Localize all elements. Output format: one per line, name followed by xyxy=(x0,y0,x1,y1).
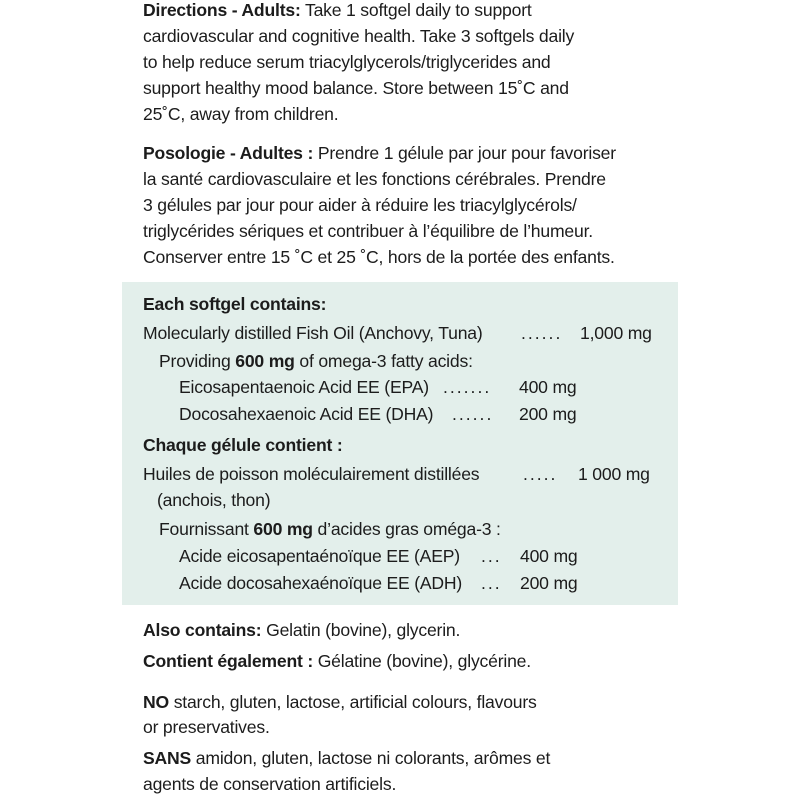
fish-oil-fr-name: Huiles de poisson moléculairement distillées xyxy=(143,464,480,484)
aep-name: Acide eicosapentaénoïque EE (AEP) xyxy=(179,546,460,566)
directions-en xyxy=(143,0,683,127)
aep-dots: ... xyxy=(481,546,502,566)
directions-fr-label: Posologie - Adultes : xyxy=(143,143,314,163)
providing-fr-pre: Fournissant xyxy=(159,519,254,539)
aep-amount: 400 mg xyxy=(520,546,578,566)
sans-statement-fr-line-1 xyxy=(143,745,550,771)
epa-amount: 400 mg xyxy=(519,377,577,397)
adh-name: Acide docosahexaénoïque EE (ADH) xyxy=(179,573,463,593)
directions-en-line-5: 25˚C, away from children. xyxy=(143,104,339,124)
no-statement-en-line-1 xyxy=(143,689,537,715)
directions-en-label: Directions - Adults: xyxy=(143,0,301,20)
also-contains-fr-text: Gélatine (bovine), glycérine. xyxy=(313,651,531,671)
fish-oil-fr-amount: 1 000 mg xyxy=(578,464,650,484)
providing-en-pre: Providing xyxy=(159,351,236,371)
fish-oil-en-name: Molecularly distilled Fish Oil (Anchovy, Tuna) xyxy=(143,323,483,343)
providing-fr-post: d’acides gras oméga-3 : xyxy=(312,519,501,539)
fish-oil-en-dots: ...... xyxy=(521,323,563,343)
also-contains-fr xyxy=(143,648,531,674)
adh-dots: ... xyxy=(481,573,502,593)
no-text-1: starch, gluten, lactose, artificial colours, flavours xyxy=(169,692,537,712)
providing-en-bold: 600 mg xyxy=(235,351,295,371)
sans-text-1: amidon, gluten, lactose ni colorants, arômes et xyxy=(191,748,551,768)
directions-fr-line-2: la santé cardiovasculaire et les fonctions cérébrales. Prendre xyxy=(143,169,606,189)
dha-dots: ...... xyxy=(452,404,494,424)
adh-amount: 200 mg xyxy=(520,573,578,593)
directions-fr-line-5: Conserver entre 15 ˚C et 25 ˚C, hors de la portée des enfants. xyxy=(143,247,615,267)
also-contains-en-text: Gelatin (bovine), glycerin. xyxy=(261,620,461,640)
also-contains-en-label: Also contains: xyxy=(143,620,262,640)
no-label: NO xyxy=(143,692,169,712)
directions-fr-line-3: 3 gélules par jour pour aider à réduire les triacylglycérols/ xyxy=(143,195,577,215)
also-contains-fr-label: Contient également : xyxy=(143,651,313,671)
contents-fr-title: Chaque gélule contient : xyxy=(143,435,343,455)
dha-amount: 200 mg xyxy=(519,404,577,424)
fish-oil-en-amount: 1,000 mg xyxy=(580,323,652,343)
directions-en-line-4: support healthy mood balance. Store between 15˚C and xyxy=(143,78,569,98)
directions-en-line-1: Take 1 softgel daily to support xyxy=(300,0,532,20)
directions-en-line-3: to help reduce serum triacylglycerols/triglycerides and xyxy=(143,52,551,72)
directions-en-line-2: cardiovascular and cognitive health. Take 3 softgels daily xyxy=(143,26,575,46)
epa-name: Eicosapentaenoic Acid EE (EPA) xyxy=(179,377,429,397)
no-statement-en-line-2: or preservatives. xyxy=(143,717,270,737)
fish-oil-fr-sub: (anchois, thon) xyxy=(157,490,271,510)
directions-fr xyxy=(143,140,683,270)
dha-name: Docosahexaenoic Acid EE (DHA) xyxy=(179,404,434,424)
providing-en xyxy=(159,348,473,374)
providing-en-post: of omega-3 fatty acids: xyxy=(294,351,473,371)
fish-oil-fr-dots: ..... xyxy=(523,464,558,484)
sans-label: SANS xyxy=(143,748,192,768)
directions-fr-line-1: Prendre 1 gélule par jour pour favoriser xyxy=(313,143,616,163)
also-contains-en xyxy=(143,617,460,643)
directions-fr-line-4: triglycérides sériques et contribuer à l’équilibre de l’humeur. xyxy=(143,221,593,241)
epa-dots: ....... xyxy=(443,377,492,397)
providing-fr xyxy=(159,516,501,542)
providing-fr-bold: 600 mg xyxy=(253,519,313,539)
sans-statement-fr-line-2: agents de conservation artificiels. xyxy=(143,774,397,794)
contents-en-title: Each softgel contains: xyxy=(143,294,327,314)
